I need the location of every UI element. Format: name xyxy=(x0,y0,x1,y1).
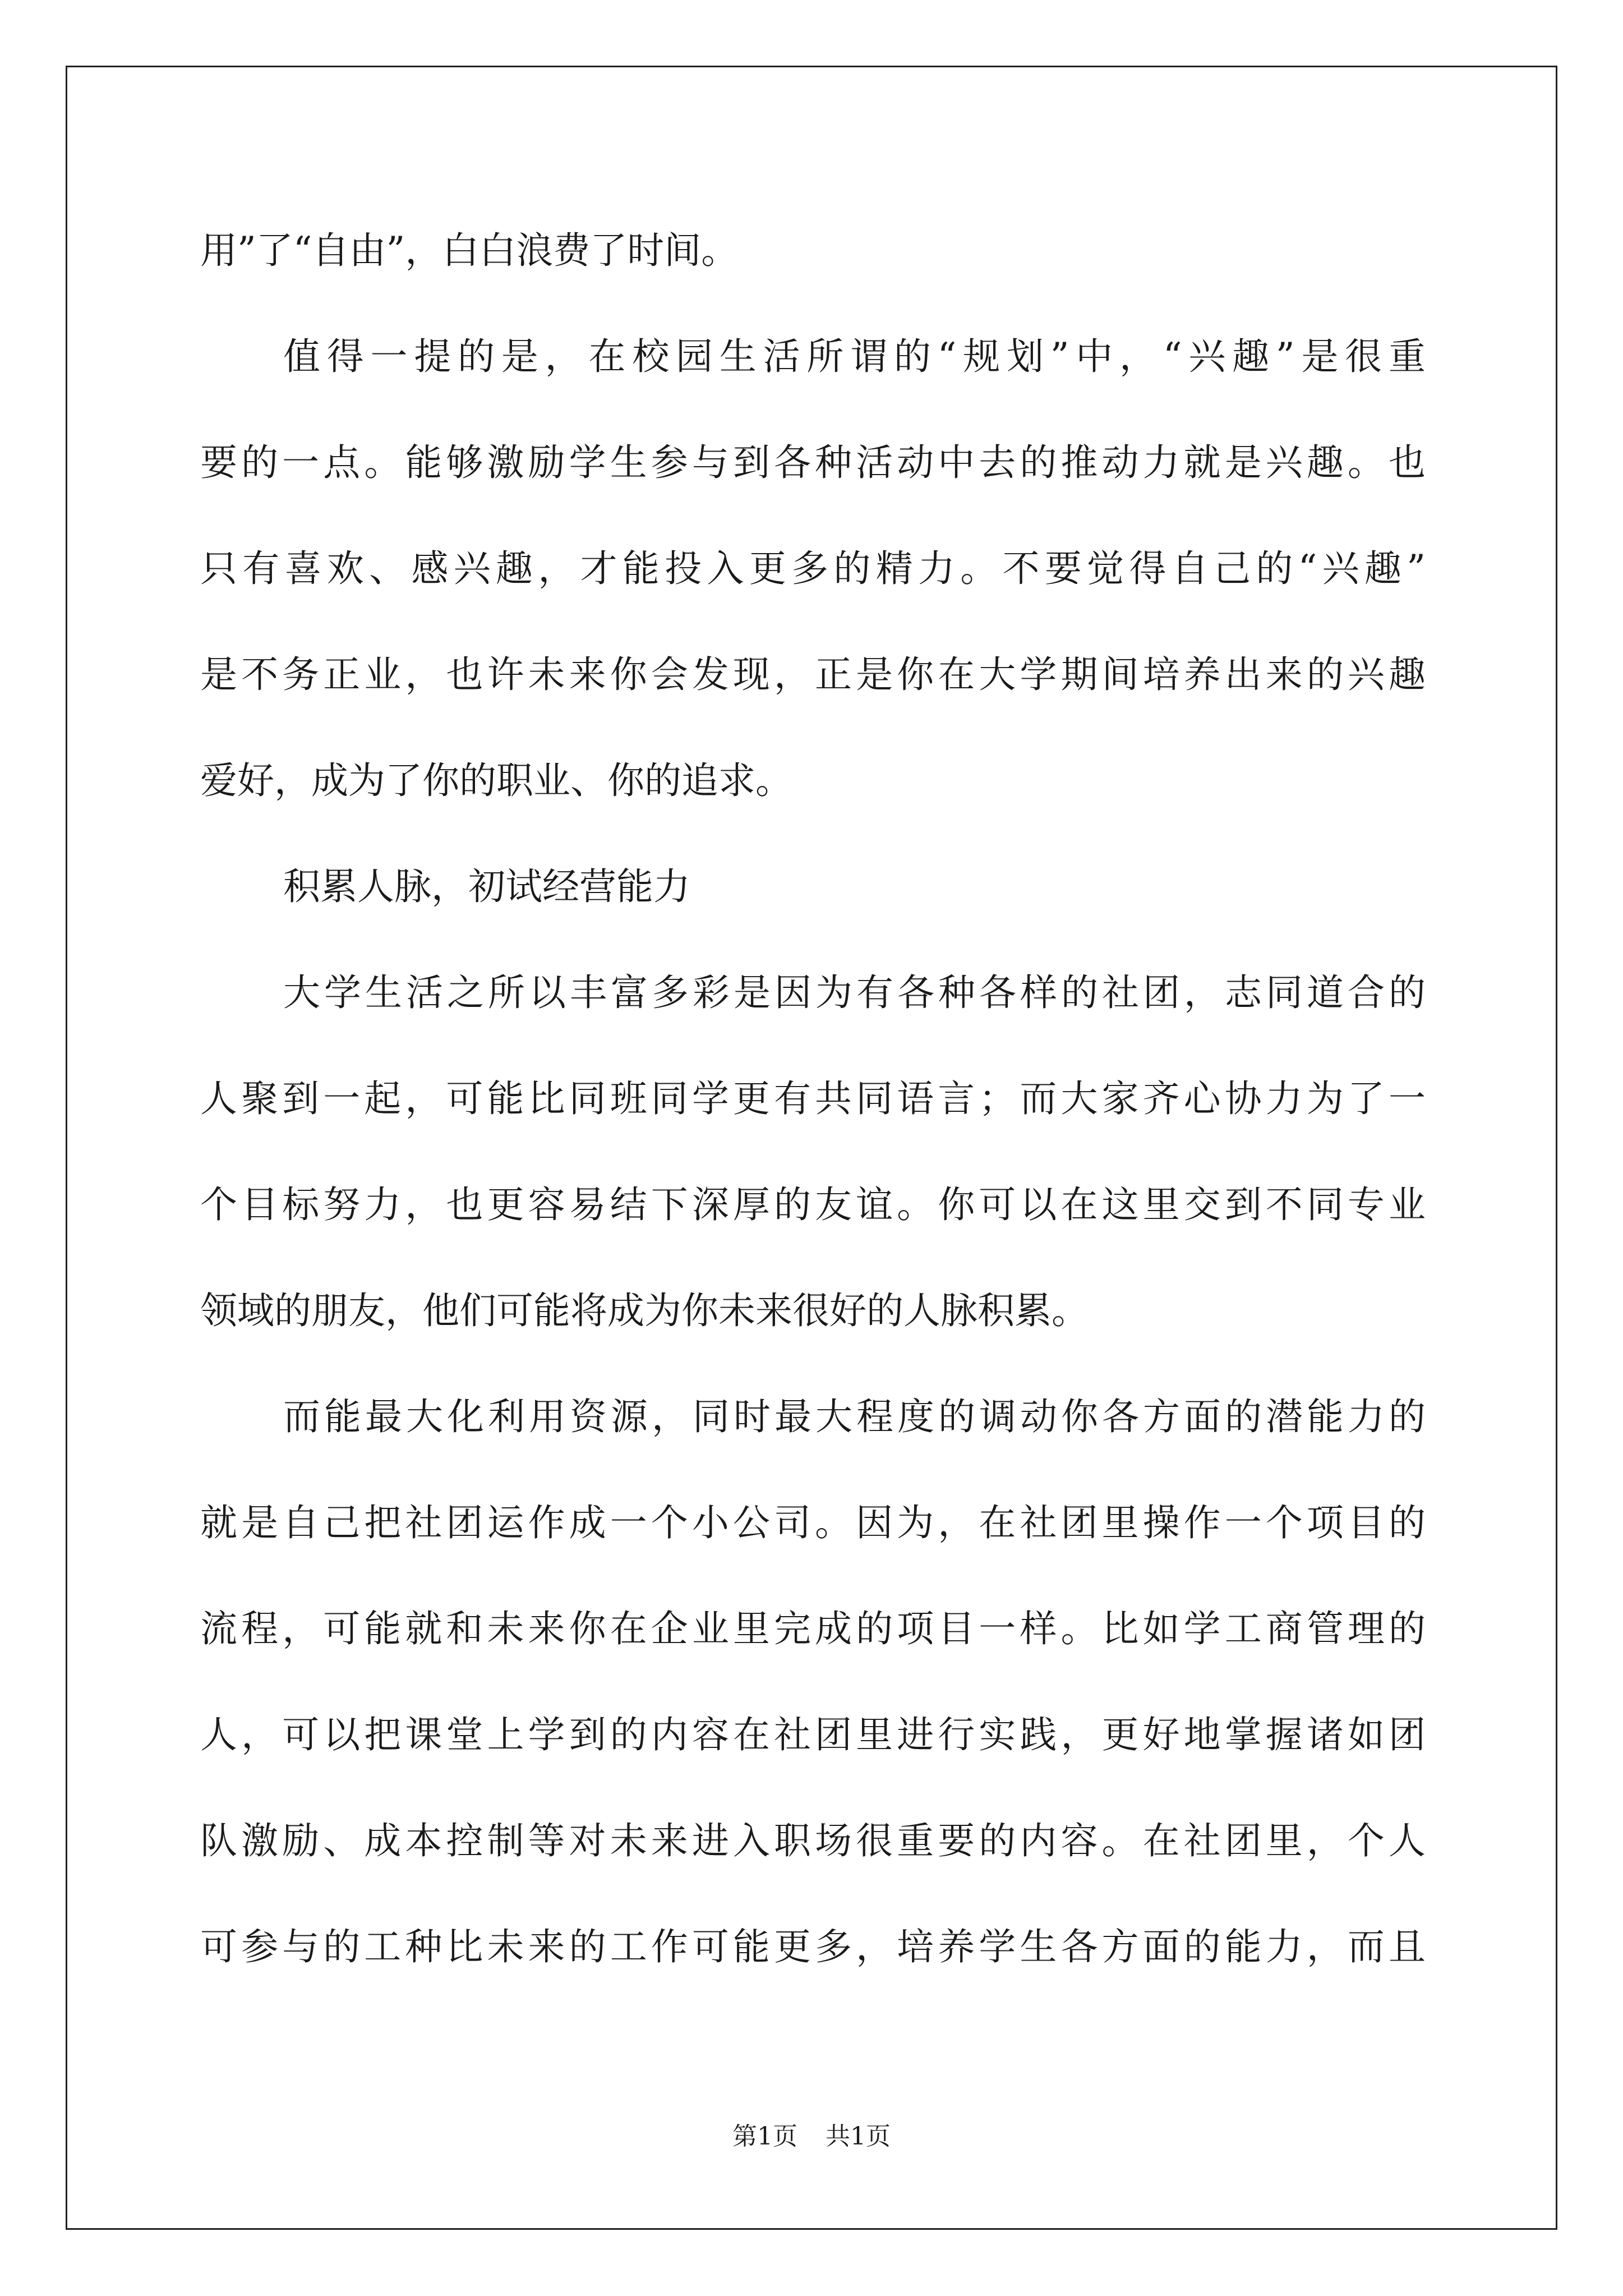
text-line: 队激励、成本控制等对未来进入职场很重要的内容。在社团里，个人 xyxy=(200,1819,1426,1862)
text-line: 领域的朋友，他们可能将成为你未来很好的人脉积累。 xyxy=(200,1289,1089,1332)
document-body xyxy=(200,197,1426,2000)
page-footer xyxy=(0,2120,1623,2154)
text-line: 只有喜欢、感兴趣，才能投入更多的精力。不要觉得自己的“兴趣” xyxy=(200,547,1426,590)
text-line: 是不务正业，也许未来你会发现，正是你在大学期间培养出来的兴趣 xyxy=(200,653,1426,696)
text-line: 可参与的工种比未来的工作可能更多，培养学生各方面的能力，而且 xyxy=(200,1925,1426,1968)
page-number: 第1页 xyxy=(732,2122,797,2151)
text-line: 就是自己把社团运作成一个小公司。因为，在社团里操作一个项目的 xyxy=(200,1501,1426,1544)
section-heading: 积累人脉，初试经营能力 xyxy=(283,865,690,908)
text-line: 大学生活之所以丰富多彩是因为有各种各样的社团，志同道合的 xyxy=(283,971,1426,1014)
text-line: 要的一点。能够激励学生参与到各种活动中去的推动力就是兴趣。也 xyxy=(200,441,1426,484)
text-line: 人聚到一起，可能比同班同学更有共同语言；而大家齐心协力为了一 xyxy=(200,1077,1426,1120)
text-line: 人，可以把课堂上学到的内容在社团里进行实践，更好地掌握诸如团 xyxy=(200,1713,1426,1756)
page-total: 共1页 xyxy=(826,2122,891,2151)
text-line: 值得一提的是，在校园生活所谓的“规划”中，“兴趣”是很重 xyxy=(283,335,1426,378)
text-line: 用”了“自由”，白白浪费了时间。 xyxy=(200,229,739,272)
text-line: 个目标努力，也更容易结下深厚的友谊。你可以在这里交到不同专业 xyxy=(200,1183,1426,1226)
text-line: 而能最大化利用资源，同时最大程度的调动你各方面的潜能力的 xyxy=(283,1395,1426,1438)
text-line: 流程，可能就和未来你在企业里完成的项目一样。比如学工商管理的 xyxy=(200,1607,1426,1650)
text-line: 爱好，成为了你的职业、你的追求。 xyxy=(200,759,792,802)
